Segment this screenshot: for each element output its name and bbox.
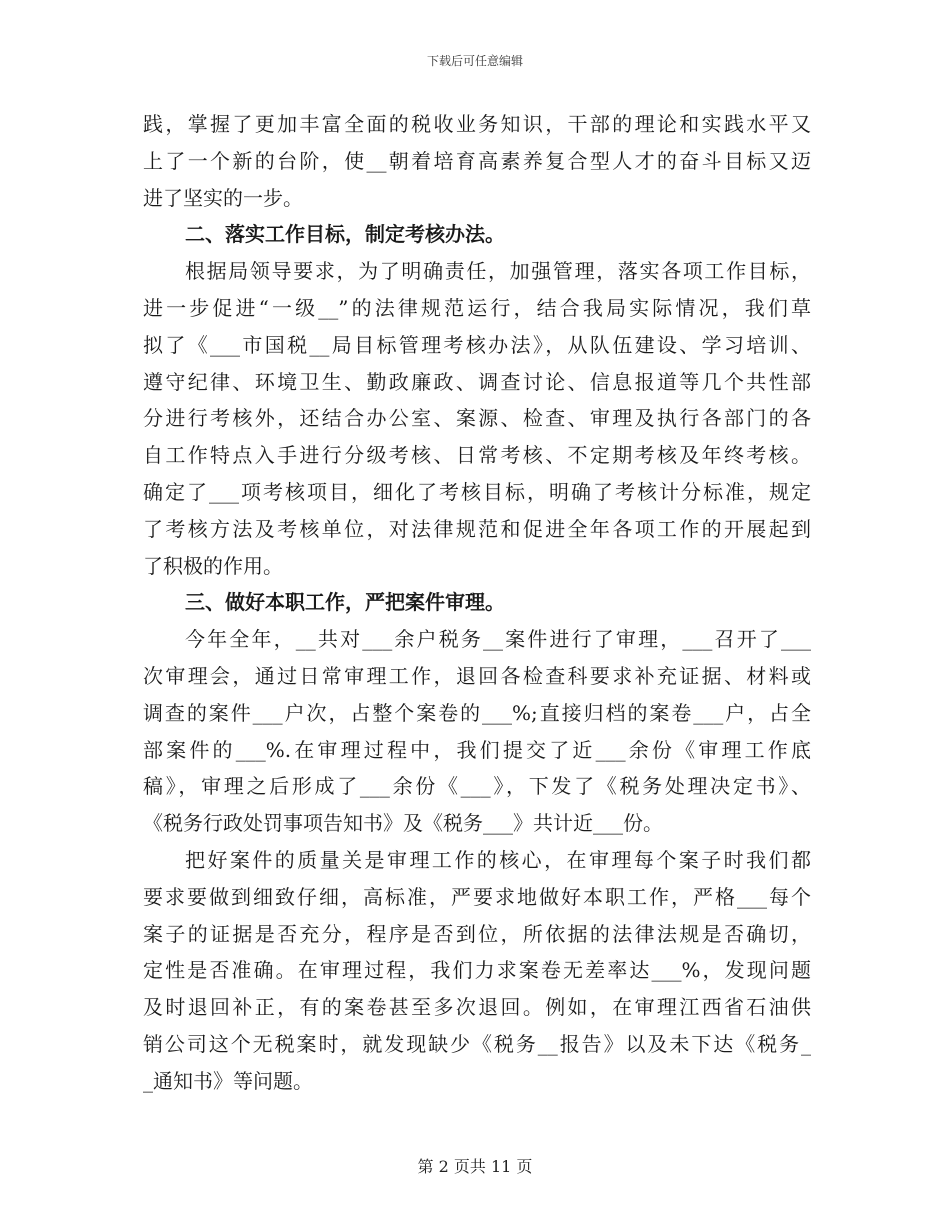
- page-header: 下载后可任意编辑: [426, 54, 523, 68]
- paragraph-line: 销公司这个无税案时，就发现缺少《税务__报告》以及未下达《税务_: [143, 1031, 811, 1056]
- paragraph-line: 部案件的___%.在审理过程中，我们提交了近___余份《审理工作底: [143, 737, 811, 762]
- paragraph-line: 调查的案件___户次，占整个案卷的___%;直接归档的案卷___户，占全: [143, 700, 811, 725]
- paragraph-line: _通知书》等问题。: [143, 1068, 313, 1093]
- paragraph-line: 进了坚实的一步。: [143, 185, 303, 210]
- paragraph-line: 拟了《___市国税__局目标管理考核办法》，从队伍建设、学习培训、: [143, 332, 811, 357]
- paragraph-line: 把好案件的质量关是审理工作的核心，在审理每个案子时我们都: [185, 847, 811, 872]
- paragraph-line: 案子的证据是否充分，程序是否到位，所依据的法律法规是否确切，: [143, 921, 811, 946]
- paragraph-line: 自工作特点入手进行分级考核、日常考核、不定期考核及年终考核。: [143, 443, 811, 468]
- paragraph-line: 上了一个新的台阶，使__朝着培育高素养复合型人才的奋斗目标又迈: [143, 148, 811, 173]
- paragraph-line: 根据局领导要求，为了明确责任，加强管理，落实各项工作目标，: [185, 259, 811, 284]
- paragraph-line: 了考核方法及考核单位，对法律规范和促进全年各项工作的开展起到: [143, 516, 811, 541]
- document-body: [143, 106, 811, 1100]
- paragraph-line: 及时退回补正，有的案卷甚至多次退回。例如，在审理江西省石油供: [143, 995, 811, 1020]
- paragraph-line: 确定了___项考核项目，细化了考核目标，明确了考核计分标准，规定: [143, 479, 811, 504]
- paragraph-line: 践，掌握了更加丰富全面的税收业务知识，干部的理论和实践水平又: [143, 112, 811, 136]
- paragraph-line: 次审理会，通过日常审理工作，退回各检查科要求补充证据、材料或: [143, 663, 811, 688]
- section-heading: 二、落实工作目标，制定考核办法。: [185, 222, 505, 247]
- paragraph-line: 今年全年，__共对___余户税务__案件进行了审理，___召开了___: [185, 627, 811, 652]
- paragraph-line: 要求要做到细致仔细，高标准，严要求地做好本职工作，严格___每个: [143, 884, 811, 909]
- section-heading: 三、做好本职工作，严把案件审理。: [185, 590, 505, 615]
- page-footer: 第 2 页共 11 页: [417, 1157, 533, 1176]
- paragraph-line: 遵守纪律、环境卫生、勤政廉政、调查讨论、信息报道等几个共性部: [143, 369, 811, 394]
- paragraph-line: 了积极的作用。: [143, 553, 283, 578]
- paragraph-line: 稿》，审理之后形成了___余份《___》，下发了《税务处理决定书》、: [143, 774, 811, 799]
- paragraph-line: 定性是否准确。在审理过程，我们力求案卷无差率达___%，发现问题: [143, 958, 811, 983]
- paragraph-line: 分进行考核外，还结合办公室、案源、检查、审理及执行各部门的各: [143, 406, 811, 431]
- paragraph-line: 进一步促进“一级__”的法律规范运行，结合我局实际情况，我们草: [143, 295, 811, 320]
- paragraph-line: 《税务行政处罚事项告知书》及《税务___》共计近___份。: [143, 811, 663, 836]
